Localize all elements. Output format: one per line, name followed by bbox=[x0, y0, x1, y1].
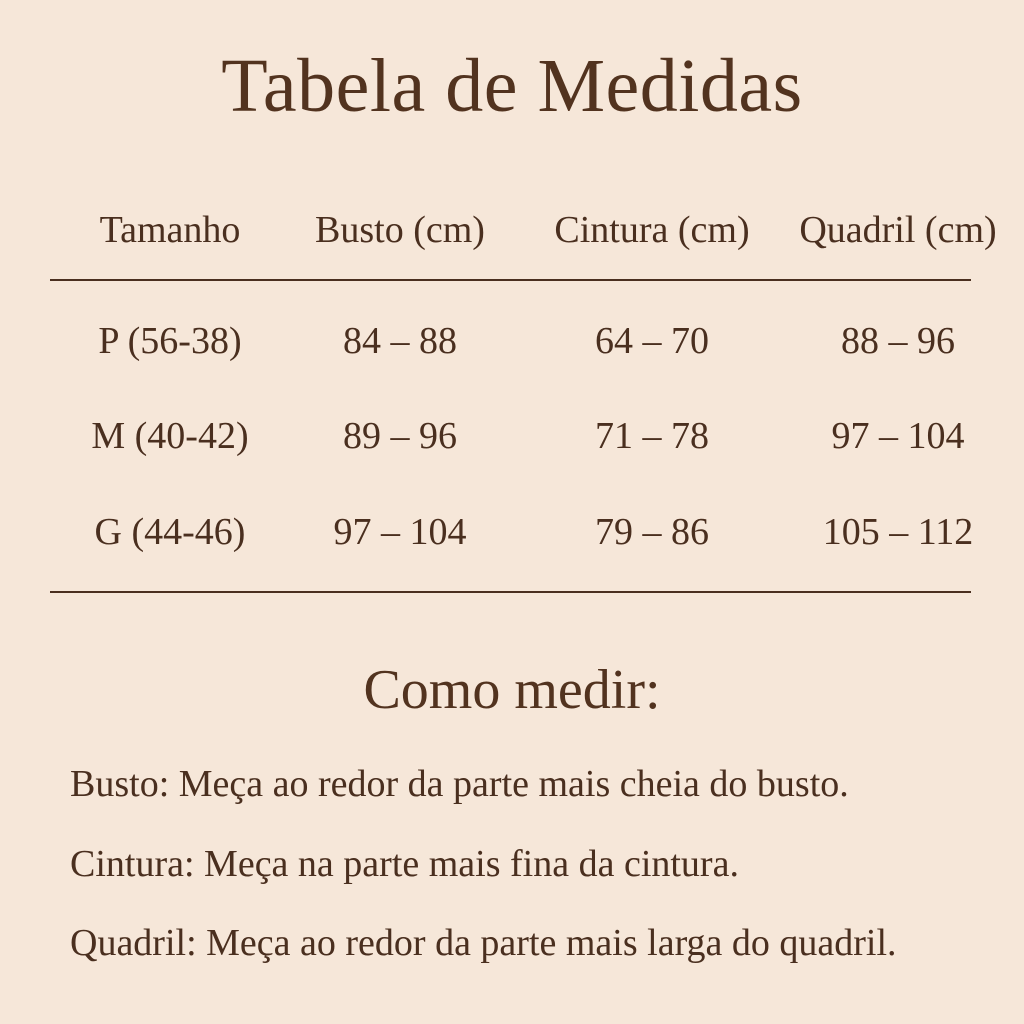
header-divider bbox=[50, 279, 971, 281]
size-cell: M (40-42) bbox=[91, 415, 249, 457]
waist-cell: 71 – 78 bbox=[595, 415, 709, 457]
hip-cell: 97 – 104 bbox=[831, 415, 965, 457]
table-row bbox=[0, 502, 1024, 562]
table-row bbox=[0, 311, 1024, 371]
bust-cell: 84 – 88 bbox=[343, 320, 457, 362]
size-cell: G (44-46) bbox=[94, 511, 246, 553]
instruction-waist: Cintura: Meça na parte mais fina da cintura. bbox=[70, 843, 739, 885]
table-row bbox=[0, 406, 1024, 466]
header-hip: Quadril (cm) bbox=[799, 209, 997, 251]
hip-cell: 105 – 112 bbox=[822, 511, 974, 553]
table-header-row bbox=[0, 200, 1024, 260]
bust-cell: 97 – 104 bbox=[333, 511, 467, 553]
table-bottom-divider bbox=[50, 591, 971, 593]
header-waist: Cintura (cm) bbox=[554, 209, 750, 251]
page-title: Tabela de Medidas bbox=[221, 44, 803, 128]
how-to-measure-title: Como medir: bbox=[363, 659, 661, 721]
instruction-bust: Busto: Meça ao redor da parte mais cheia do busto. bbox=[70, 763, 849, 805]
waist-cell: 79 – 86 bbox=[595, 511, 709, 553]
hip-cell: 88 – 96 bbox=[841, 320, 955, 362]
instruction-hip: Quadril: Meça ao redor da parte mais larga do quadril. bbox=[70, 922, 897, 964]
header-size: Tamanho bbox=[99, 209, 241, 251]
size-cell: P (56-38) bbox=[98, 320, 242, 362]
bust-cell: 89 – 96 bbox=[343, 415, 457, 457]
header-bust: Busto (cm) bbox=[315, 209, 485, 251]
waist-cell: 64 – 70 bbox=[595, 320, 709, 362]
